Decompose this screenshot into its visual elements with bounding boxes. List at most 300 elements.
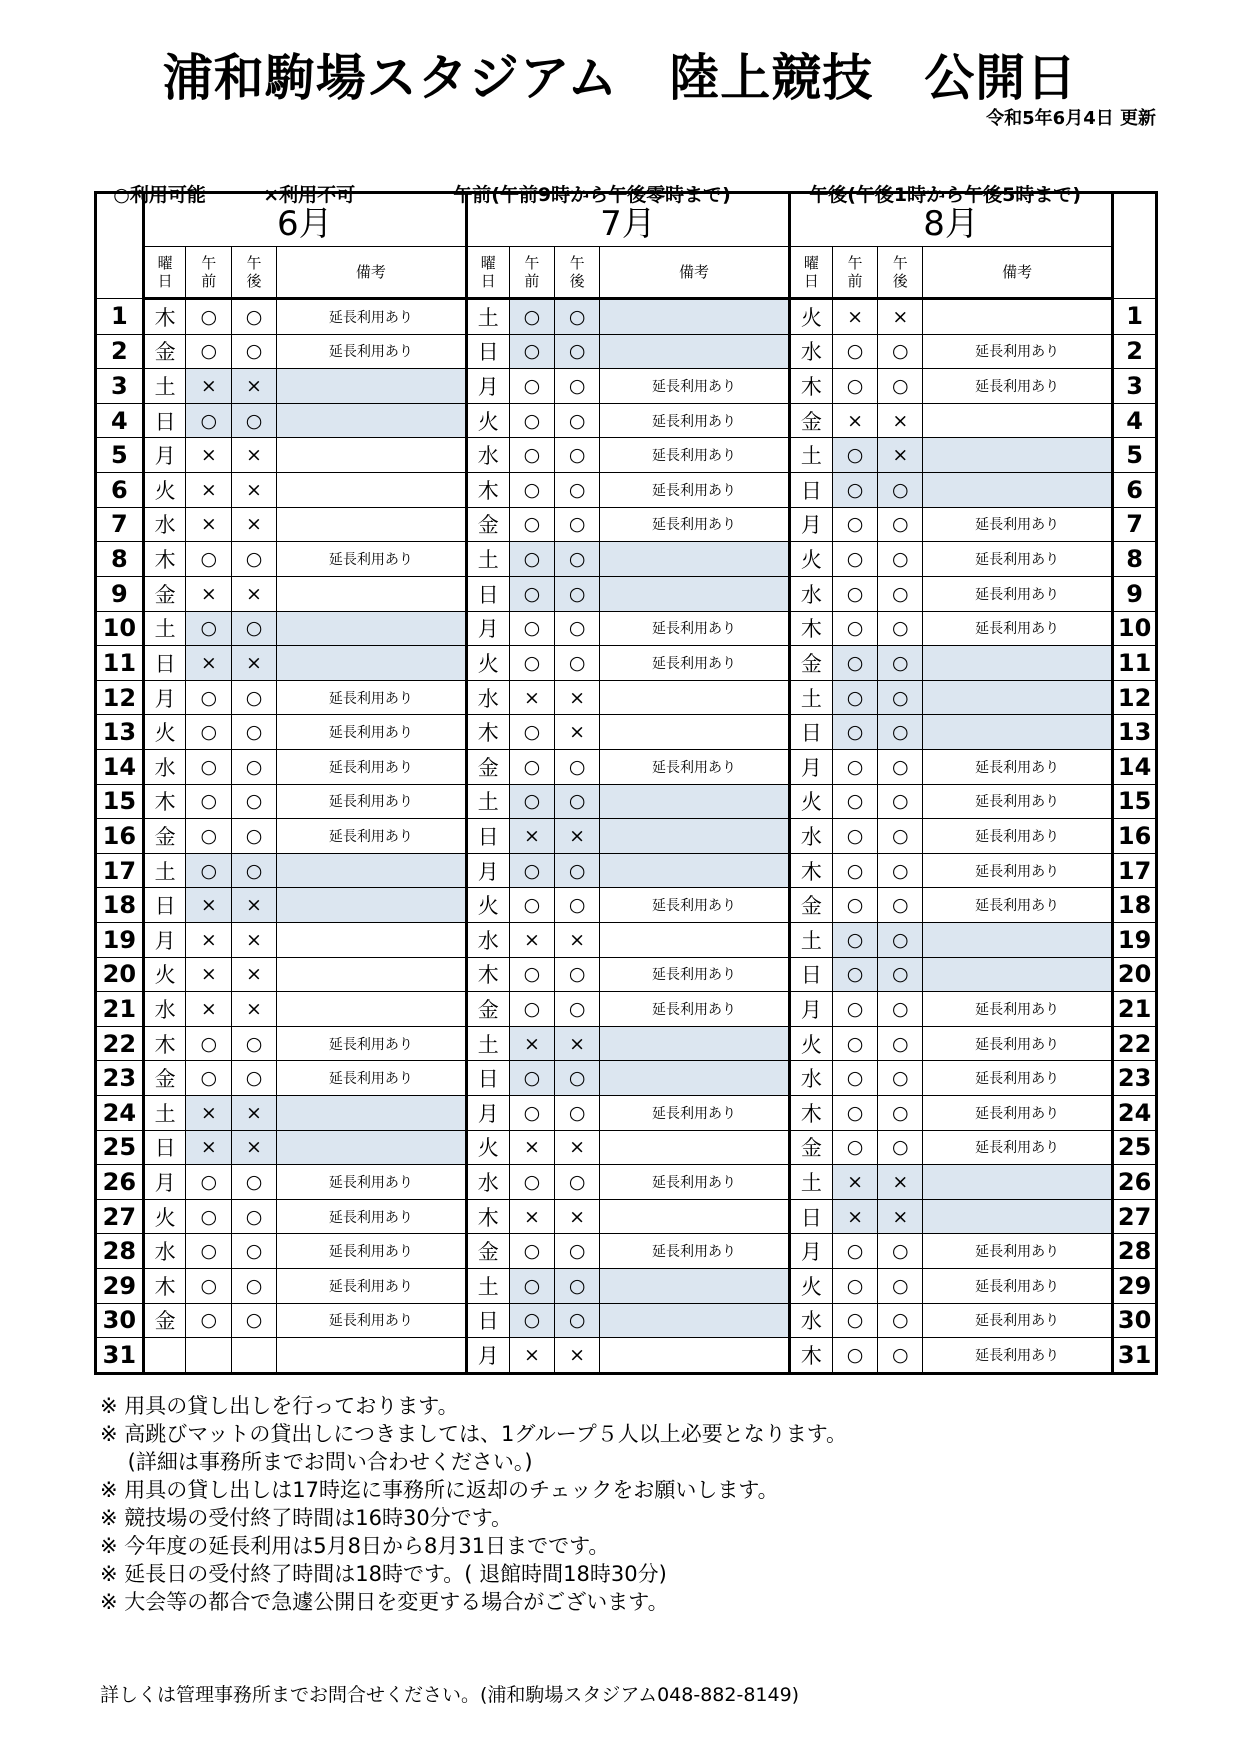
remarks-cell: 延長利用あり [923, 507, 1113, 542]
weekday-cell: 木 [143, 299, 186, 335]
day-number: 1 [96, 299, 144, 335]
am-status: ○ [832, 334, 878, 369]
remarks-cell [923, 473, 1113, 508]
day-number: 23 [96, 1061, 144, 1096]
am-status: ○ [832, 1338, 878, 1374]
pm-status: ○ [555, 369, 600, 404]
am-status: ○ [509, 749, 555, 784]
day-number: 27 [96, 1199, 144, 1234]
pm-status: ○ [878, 1096, 923, 1131]
weekday-cell: 土 [466, 1026, 509, 1061]
pm-status: ○ [878, 646, 923, 681]
am-status: × [186, 1130, 232, 1165]
am-status: ○ [186, 611, 232, 646]
weekday-cell: 火 [143, 957, 186, 992]
day-number: 6 [96, 473, 144, 508]
am-status: × [509, 1338, 555, 1374]
remarks-cell: 延長利用あり [923, 1061, 1113, 1096]
day-number-right: 23 [1113, 1061, 1157, 1096]
weekday-cell: 火 [143, 473, 186, 508]
table-row [96, 1303, 1157, 1338]
am-status: ○ [186, 1061, 232, 1096]
day-number-right: 28 [1113, 1234, 1157, 1269]
weekday-cell: 日 [466, 334, 509, 369]
pm-status: ○ [555, 646, 600, 681]
weekday-cell: 火 [790, 542, 833, 577]
pm-status: ○ [555, 473, 600, 508]
day-number-right: 19 [1113, 922, 1157, 957]
am-status: ○ [186, 1269, 232, 1304]
pm-status: × [555, 819, 600, 854]
remarks-cell: 延長利用あり [923, 1130, 1113, 1165]
day-number-right: 29 [1113, 1269, 1157, 1304]
remarks-cell: 延長利用あり [923, 542, 1113, 577]
am-status: ○ [509, 646, 555, 681]
remarks-cell [599, 1026, 789, 1061]
weekday-cell: 月 [466, 853, 509, 888]
note-line: ※ 競技場の受付終了時間は16時30分です。 [100, 1506, 513, 1530]
weekday-cell: 木 [790, 1096, 833, 1131]
remarks-cell [276, 611, 466, 646]
remarks-cell [599, 922, 789, 957]
pm-status: × [232, 1130, 277, 1165]
am-status: × [186, 507, 232, 542]
remarks-cell [923, 957, 1113, 992]
weekday-cell: 金 [790, 1130, 833, 1165]
table-row [96, 334, 1157, 369]
am-status: ○ [509, 992, 555, 1027]
remarks-cell: 延長利用あり [276, 1061, 466, 1096]
weekday-cell: 月 [143, 438, 186, 473]
weekday-cell: 月 [790, 1234, 833, 1269]
pm-status: × [555, 1026, 600, 1061]
day-number-right: 4 [1113, 403, 1157, 438]
pm-status: ○ [232, 334, 277, 369]
month-header: 8月 [790, 193, 1113, 247]
am-status: × [186, 888, 232, 923]
table-row [96, 957, 1157, 992]
weekday-cell: 土 [143, 369, 186, 404]
am-status: ○ [186, 784, 232, 819]
weekday-cell: 金 [790, 646, 833, 681]
pm-status: ○ [555, 1165, 600, 1200]
am-status: × [186, 369, 232, 404]
corner-cell-left [96, 193, 144, 299]
table-row [96, 403, 1157, 438]
weekday-cell: 土 [143, 1096, 186, 1131]
pm-status [232, 1338, 277, 1374]
am-status: ○ [832, 680, 878, 715]
pm-status: ○ [232, 542, 277, 577]
pm-status: × [232, 438, 277, 473]
table-row [96, 646, 1157, 681]
table-row [96, 1096, 1157, 1131]
weekday-cell: 金 [143, 576, 186, 611]
weekday-cell: 金 [466, 992, 509, 1027]
table-row [96, 922, 1157, 957]
remarks-cell: 延長利用あり [276, 1165, 466, 1200]
weekday-cell: 木 [466, 473, 509, 508]
remarks-cell [599, 1338, 789, 1374]
remarks-cell: 延長利用あり [923, 576, 1113, 611]
am-status: ○ [832, 1303, 878, 1338]
pm-status: ○ [878, 369, 923, 404]
pm-status: ○ [878, 611, 923, 646]
day-number-right: 27 [1113, 1199, 1157, 1234]
am-status: × [186, 438, 232, 473]
table-row [96, 680, 1157, 715]
pm-status: ○ [878, 680, 923, 715]
am-status: ○ [832, 507, 878, 542]
weekday-cell: 金 [790, 403, 833, 438]
am-status: ○ [832, 646, 878, 681]
remarks-cell [599, 1303, 789, 1338]
remarks-cell: 延長利用あり [276, 680, 466, 715]
pm-status: ○ [555, 1234, 600, 1269]
remarks-cell: 延長利用あり [923, 784, 1113, 819]
day-number: 2 [96, 334, 144, 369]
pm-status: × [878, 1199, 923, 1234]
day-number: 26 [96, 1165, 144, 1200]
remarks-cell [599, 819, 789, 854]
pm-status: ○ [555, 1096, 600, 1131]
weekday-cell: 土 [790, 1165, 833, 1200]
corner-cell-right [1113, 193, 1157, 299]
day-number-right: 11 [1113, 646, 1157, 681]
pm-status: ○ [555, 542, 600, 577]
am-status: ○ [186, 1303, 232, 1338]
weekday-cell: 木 [790, 853, 833, 888]
pm-status: ○ [878, 1061, 923, 1096]
weekday-cell: 火 [790, 299, 833, 335]
legend-available: ○利用可能 [113, 184, 206, 206]
am-status: ○ [509, 784, 555, 819]
remarks-cell: 延長利用あり [599, 646, 789, 681]
weekday-cell: 日 [143, 888, 186, 923]
remarks-cell: 延長利用あり [599, 403, 789, 438]
am-status: ○ [832, 1269, 878, 1304]
day-number: 19 [96, 922, 144, 957]
am-status: ○ [832, 1026, 878, 1061]
am-status: ○ [186, 715, 232, 750]
pm-status: ○ [878, 922, 923, 957]
day-number-right: 21 [1113, 992, 1157, 1027]
weekday-cell: 水 [466, 438, 509, 473]
am-status: ○ [509, 715, 555, 750]
remarks-cell [923, 299, 1113, 335]
am-status: ○ [186, 1199, 232, 1234]
day-number: 16 [96, 819, 144, 854]
header-am: 午 前 [832, 247, 878, 299]
weekday-cell: 金 [143, 1061, 186, 1096]
day-number-right: 22 [1113, 1026, 1157, 1061]
weekday-cell [143, 1338, 186, 1374]
remarks-cell [599, 1061, 789, 1096]
am-status: × [509, 1130, 555, 1165]
remarks-cell: 延長利用あり [923, 1026, 1113, 1061]
weekday-cell: 土 [466, 784, 509, 819]
am-status: ○ [186, 542, 232, 577]
remarks-cell: 延長利用あり [276, 542, 466, 577]
weekday-cell: 木 [143, 1026, 186, 1061]
day-number: 29 [96, 1269, 144, 1304]
table-row [96, 611, 1157, 646]
weekday-cell: 土 [790, 438, 833, 473]
pm-status: ○ [878, 334, 923, 369]
pm-status: × [555, 1199, 600, 1234]
am-status: ○ [832, 1096, 878, 1131]
day-number: 18 [96, 888, 144, 923]
weekday-cell: 月 [466, 1338, 509, 1374]
remarks-cell [923, 438, 1113, 473]
pm-status: × [878, 438, 923, 473]
am-status: × [832, 299, 878, 335]
day-number: 9 [96, 576, 144, 611]
am-status: ○ [832, 1234, 878, 1269]
pm-status: × [232, 888, 277, 923]
am-status: × [186, 576, 232, 611]
weekday-cell: 月 [466, 1096, 509, 1131]
pm-status: ○ [878, 507, 923, 542]
weekday-cell: 金 [143, 334, 186, 369]
pm-status: ○ [555, 1303, 600, 1338]
am-status: × [509, 680, 555, 715]
am-status: ○ [509, 1096, 555, 1131]
weekday-cell: 日 [466, 576, 509, 611]
weekday-cell: 金 [143, 819, 186, 854]
am-status: × [186, 922, 232, 957]
day-number: 11 [96, 646, 144, 681]
day-number-right: 17 [1113, 853, 1157, 888]
day-number-right: 15 [1113, 784, 1157, 819]
header-pm: 午 後 [878, 247, 923, 299]
pm-status: ○ [555, 576, 600, 611]
header-dow: 曜 日 [466, 247, 509, 299]
remarks-cell: 延長利用あり [276, 784, 466, 819]
header-dow: 曜 日 [143, 247, 186, 299]
month-header: 7月 [466, 193, 789, 247]
weekday-cell: 日 [790, 1199, 833, 1234]
weekday-cell: 水 [790, 1303, 833, 1338]
day-number: 28 [96, 1234, 144, 1269]
day-number-right: 3 [1113, 369, 1157, 404]
am-status: × [509, 1026, 555, 1061]
pm-status: ○ [878, 576, 923, 611]
remarks-cell: 延長利用あり [276, 819, 466, 854]
day-number-right: 7 [1113, 507, 1157, 542]
table-row [96, 1130, 1157, 1165]
pm-status: ○ [555, 611, 600, 646]
am-status: ○ [509, 403, 555, 438]
day-number-right: 30 [1113, 1303, 1157, 1338]
weekday-cell: 火 [466, 646, 509, 681]
note-line: ※ 用具の貸し出しを行っております。 [100, 1394, 459, 1418]
pm-status: × [878, 299, 923, 335]
am-status: ○ [509, 1269, 555, 1304]
remarks-cell [599, 542, 789, 577]
am-status: ○ [509, 473, 555, 508]
am-status: ○ [509, 1234, 555, 1269]
remarks-cell: 延長利用あり [276, 715, 466, 750]
pm-status: ○ [232, 853, 277, 888]
pm-status: × [555, 715, 600, 750]
am-status: ○ [186, 1026, 232, 1061]
am-status: ○ [509, 957, 555, 992]
weekday-cell: 日 [790, 715, 833, 750]
remarks-cell [276, 507, 466, 542]
pm-status: × [232, 922, 277, 957]
weekday-cell: 月 [143, 680, 186, 715]
weekday-cell: 金 [466, 507, 509, 542]
am-status: ○ [509, 369, 555, 404]
am-status: × [832, 403, 878, 438]
weekday-cell: 月 [143, 1165, 186, 1200]
am-status: ○ [186, 1165, 232, 1200]
remarks-cell [599, 334, 789, 369]
day-number-right: 25 [1113, 1130, 1157, 1165]
remarks-cell: 延長利用あり [276, 1303, 466, 1338]
remarks-cell [599, 1199, 789, 1234]
remarks-cell [599, 715, 789, 750]
am-status: × [186, 992, 232, 1027]
remarks-cell [923, 922, 1113, 957]
weekday-cell: 火 [790, 1026, 833, 1061]
am-status: ○ [509, 542, 555, 577]
pm-status: ○ [878, 992, 923, 1027]
day-number-right: 16 [1113, 819, 1157, 854]
am-status: ○ [832, 715, 878, 750]
pm-status: ○ [878, 542, 923, 577]
header-am: 午 前 [186, 247, 232, 299]
pm-status: ○ [878, 853, 923, 888]
weekday-cell: 日 [143, 1130, 186, 1165]
am-status: × [509, 1199, 555, 1234]
remarks-cell: 延長利用あり [276, 1269, 466, 1304]
weekday-cell: 木 [466, 957, 509, 992]
day-number: 24 [96, 1096, 144, 1131]
am-status: × [186, 957, 232, 992]
schedule-table [94, 191, 1158, 1375]
weekday-cell: 土 [143, 853, 186, 888]
am-status: ○ [832, 1130, 878, 1165]
remarks-cell [923, 403, 1113, 438]
table-row [96, 542, 1157, 577]
remarks-cell: 延長利用あり [599, 1234, 789, 1269]
pm-status: ○ [232, 819, 277, 854]
remarks-cell: 延長利用あり [276, 299, 466, 335]
weekday-cell: 日 [466, 819, 509, 854]
day-number: 21 [96, 992, 144, 1027]
pm-status: × [232, 646, 277, 681]
remarks-cell [276, 576, 466, 611]
weekday-cell: 水 [143, 749, 186, 784]
day-number-right: 20 [1113, 957, 1157, 992]
remarks-cell [276, 403, 466, 438]
remarks-cell: 延長利用あり [923, 1096, 1113, 1131]
remarks-cell: 延長利用あり [923, 369, 1113, 404]
remarks-cell: 延長利用あり [276, 749, 466, 784]
remarks-cell [276, 888, 466, 923]
pm-status: ○ [232, 1234, 277, 1269]
table-row [96, 438, 1157, 473]
remarks-cell: 延長利用あり [276, 1199, 466, 1234]
pm-status: × [555, 1338, 600, 1374]
remarks-cell [599, 1130, 789, 1165]
remarks-cell [599, 784, 789, 819]
weekday-cell: 月 [790, 749, 833, 784]
remarks-cell: 延長利用あり [599, 369, 789, 404]
legend-pm: 午後(午後1時から午後5時まで) [809, 184, 1082, 206]
weekday-cell: 金 [790, 888, 833, 923]
am-status: ○ [186, 749, 232, 784]
remarks-cell [276, 957, 466, 992]
weekday-cell: 土 [466, 299, 509, 335]
remarks-cell: 延長利用あり [599, 611, 789, 646]
header-am: 午 前 [509, 247, 555, 299]
remarks-cell [923, 715, 1113, 750]
pm-status: ○ [878, 888, 923, 923]
table-row [96, 507, 1157, 542]
weekday-cell: 水 [143, 507, 186, 542]
am-status: ○ [832, 819, 878, 854]
am-status: ○ [509, 853, 555, 888]
day-number-right: 14 [1113, 749, 1157, 784]
am-status: × [509, 922, 555, 957]
table-row [96, 715, 1157, 750]
pm-status: ○ [555, 438, 600, 473]
weekday-cell: 水 [466, 922, 509, 957]
note-line: ※ 高跳びマットの貸出しにつきましては、1グループ５人以上必要となります。 [100, 1422, 848, 1446]
am-status: ○ [186, 680, 232, 715]
day-number-right: 26 [1113, 1165, 1157, 1200]
day-number: 17 [96, 853, 144, 888]
table-row [96, 819, 1157, 854]
header-remarks: 備考 [923, 247, 1113, 299]
weekday-cell: 水 [466, 1165, 509, 1200]
am-status: ○ [509, 334, 555, 369]
day-number: 31 [96, 1338, 144, 1374]
weekday-cell: 木 [143, 784, 186, 819]
am-status: ○ [186, 299, 232, 335]
pm-status: ○ [555, 403, 600, 438]
pm-status: ○ [555, 888, 600, 923]
day-number-right: 9 [1113, 576, 1157, 611]
remarks-cell [276, 853, 466, 888]
weekday-cell: 水 [143, 992, 186, 1027]
remarks-cell: 延長利用あり [599, 438, 789, 473]
day-number-right: 18 [1113, 888, 1157, 923]
remarks-cell: 延長利用あり [599, 888, 789, 923]
pm-status: ○ [232, 1269, 277, 1304]
am-status: ○ [509, 1303, 555, 1338]
weekday-cell: 木 [790, 1338, 833, 1374]
remarks-cell: 延長利用あり [276, 334, 466, 369]
remarks-cell: 延長利用あり [599, 957, 789, 992]
am-status: ○ [186, 853, 232, 888]
header-remarks: 備考 [599, 247, 789, 299]
pm-status: × [232, 957, 277, 992]
remarks-cell: 延長利用あり [599, 1165, 789, 1200]
am-status: ○ [509, 611, 555, 646]
pm-status: ○ [232, 1061, 277, 1096]
weekday-cell: 土 [790, 922, 833, 957]
weekday-cell: 水 [790, 334, 833, 369]
pm-status: ○ [232, 299, 277, 335]
remarks-cell [599, 576, 789, 611]
pm-status: ○ [878, 957, 923, 992]
remarks-cell: 延長利用あり [276, 1026, 466, 1061]
am-status: ○ [832, 542, 878, 577]
